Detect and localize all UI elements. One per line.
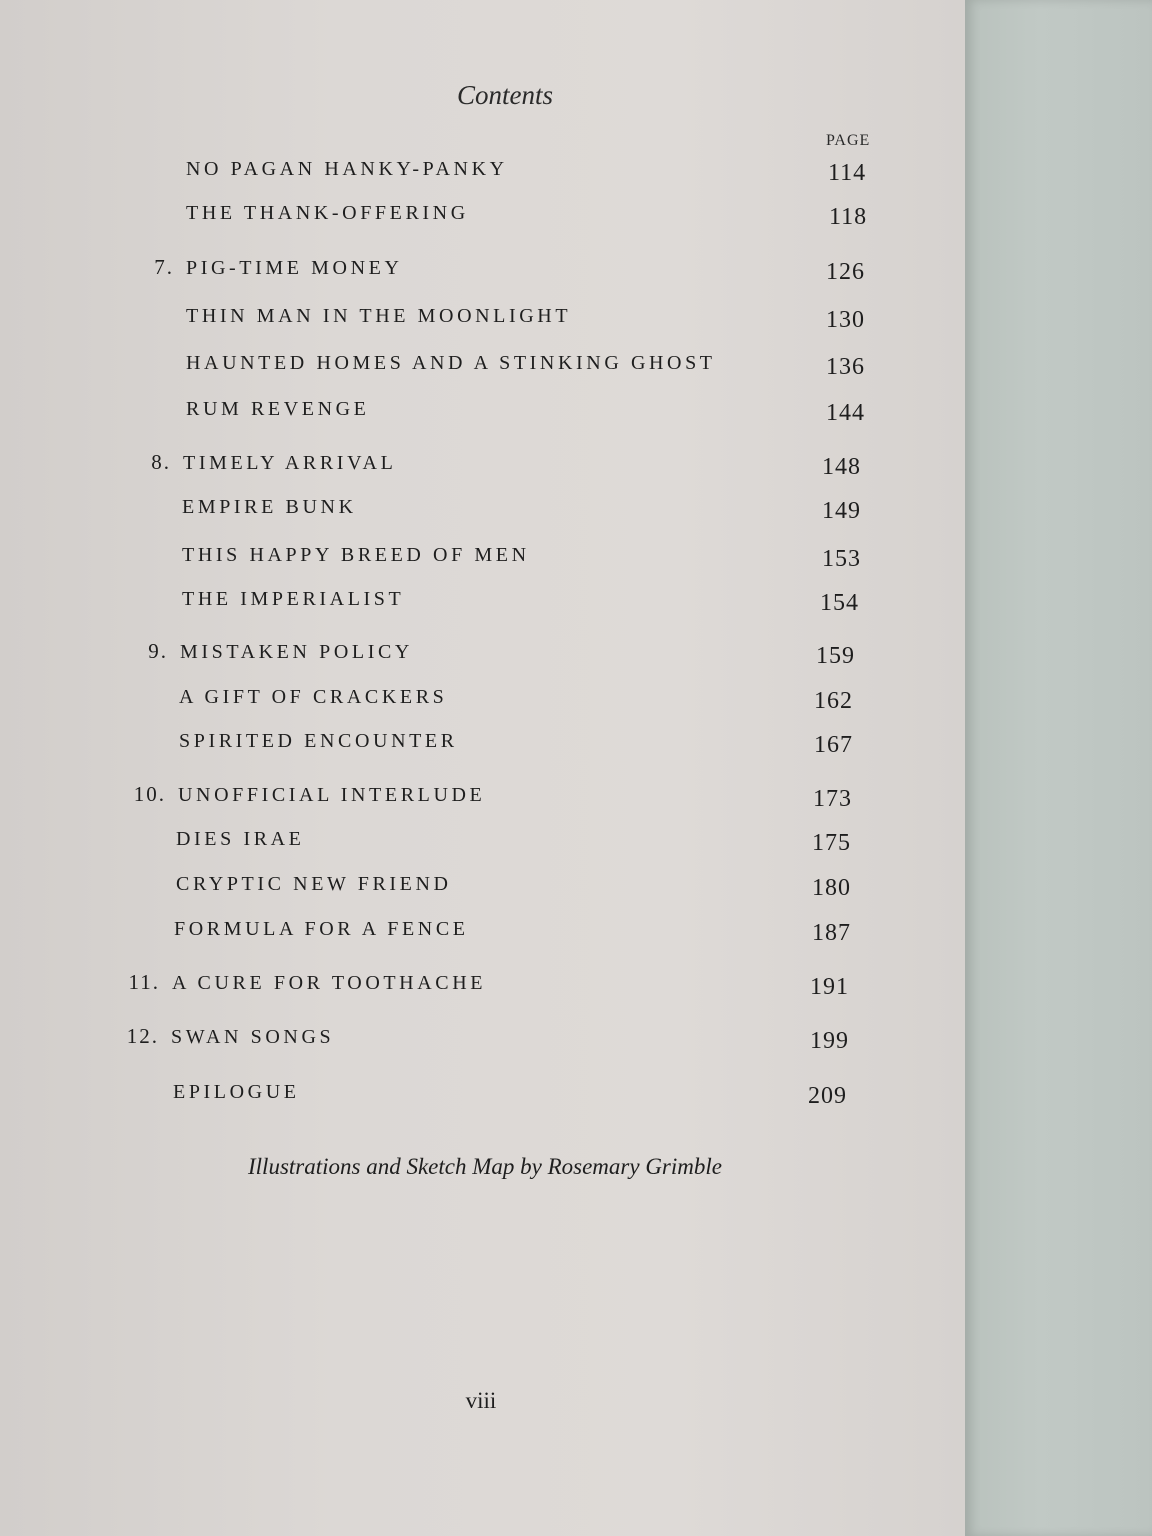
chapter-number: 12.	[126, 1024, 159, 1048]
entry-title: EMPIRE BUNK	[182, 496, 357, 518]
entry-title: FORMULA FOR A FENCE	[174, 918, 469, 940]
chapter-number: 10.	[133, 782, 166, 806]
toc-entry	[0, 828, 965, 858]
entry-title: PIG-TIME MONEY	[186, 257, 403, 279]
entry-title: MISTAKEN POLICY	[180, 641, 413, 663]
entry-page-number: 159	[816, 643, 855, 669]
entry-title: A CURE FOR TOOTHACHE	[172, 972, 487, 994]
entry-page-number: 130	[826, 307, 865, 333]
entry-page-number: 126	[826, 259, 865, 285]
entry-title: CRYPTIC NEW FRIEND	[176, 873, 452, 895]
entry-page-number: 173	[813, 786, 852, 812]
toc-entry	[0, 544, 965, 574]
entry-page-number: 148	[822, 454, 861, 480]
entry-page-number: 180	[812, 875, 851, 901]
toc-entry	[0, 202, 965, 232]
entry-page-number: 114	[828, 160, 867, 186]
toc-entry	[0, 686, 965, 716]
entry-title: SPIRITED ENCOUNTER	[179, 730, 458, 752]
toc-entry	[0, 972, 965, 1002]
entry-page-number: 149	[822, 498, 861, 524]
facing-page-edge	[965, 0, 1152, 1536]
entry-page-number: 175	[812, 830, 851, 856]
entry-title: THE THANK-OFFERING	[186, 202, 469, 224]
entry-page-number: 118	[829, 204, 868, 230]
toc-entry	[0, 784, 965, 814]
entry-title: RUM REVENGE	[186, 398, 370, 420]
chapter-number: 8.	[151, 450, 171, 474]
toc-entry	[0, 918, 965, 948]
entry-page-number: 154	[820, 590, 859, 616]
toc-entry	[0, 452, 965, 482]
toc-entry	[0, 1026, 965, 1056]
entry-title: EPILOGUE	[173, 1081, 300, 1103]
toc-entry	[0, 641, 965, 671]
entry-page-number: 136	[826, 354, 865, 380]
toc-entry	[0, 158, 965, 188]
entry-title: THE IMPERIALIST	[182, 588, 405, 610]
entry-title: TIMELY ARRIVAL	[183, 452, 397, 474]
page-number: viii	[465, 1388, 497, 1413]
entry-page-number: 144	[826, 400, 865, 426]
entry-title: THIS HAPPY BREED OF MEN	[182, 544, 530, 566]
toc-entry	[0, 352, 965, 382]
toc-entry	[0, 496, 965, 526]
entry-title: NO PAGAN HANKY-PANKY	[186, 158, 508, 180]
entry-page-number: 167	[814, 732, 853, 758]
toc-entry	[0, 1081, 965, 1111]
chapter-number: 11.	[128, 970, 160, 994]
entry-title: SWAN SONGS	[171, 1026, 335, 1048]
toc-entry	[0, 305, 965, 335]
entry-page-number: 191	[810, 974, 849, 1000]
toc-entry	[0, 257, 965, 287]
entry-title: UNOFFICIAL INTERLUDE	[178, 784, 486, 806]
running-header: Contents	[456, 80, 553, 110]
page-column-label: PAGE	[826, 132, 871, 149]
entry-page-number: 153	[822, 546, 861, 572]
entry-page-number: 209	[808, 1083, 847, 1109]
chapter-number: 9.	[148, 639, 168, 663]
entry-page-number: 162	[814, 688, 853, 714]
illustration-credit: Illustrations and Sketch Map by Rosemary Grimble	[248, 1154, 722, 1179]
entry-page-number: 199	[810, 1028, 849, 1054]
toc-entry	[0, 588, 965, 618]
entry-title: A GIFT OF CRACKERS	[179, 686, 448, 708]
entry-title: HAUNTED HOMES AND A STINKING GHOST	[186, 352, 716, 374]
entry-title: DIES IRAE	[176, 828, 305, 850]
toc-entry	[0, 398, 965, 428]
toc-entry	[0, 873, 965, 903]
toc-entry	[0, 730, 965, 760]
entry-page-number: 187	[812, 920, 851, 946]
chapter-number: 7.	[154, 255, 174, 279]
entry-title: THIN MAN IN THE MOONLIGHT	[186, 305, 572, 327]
